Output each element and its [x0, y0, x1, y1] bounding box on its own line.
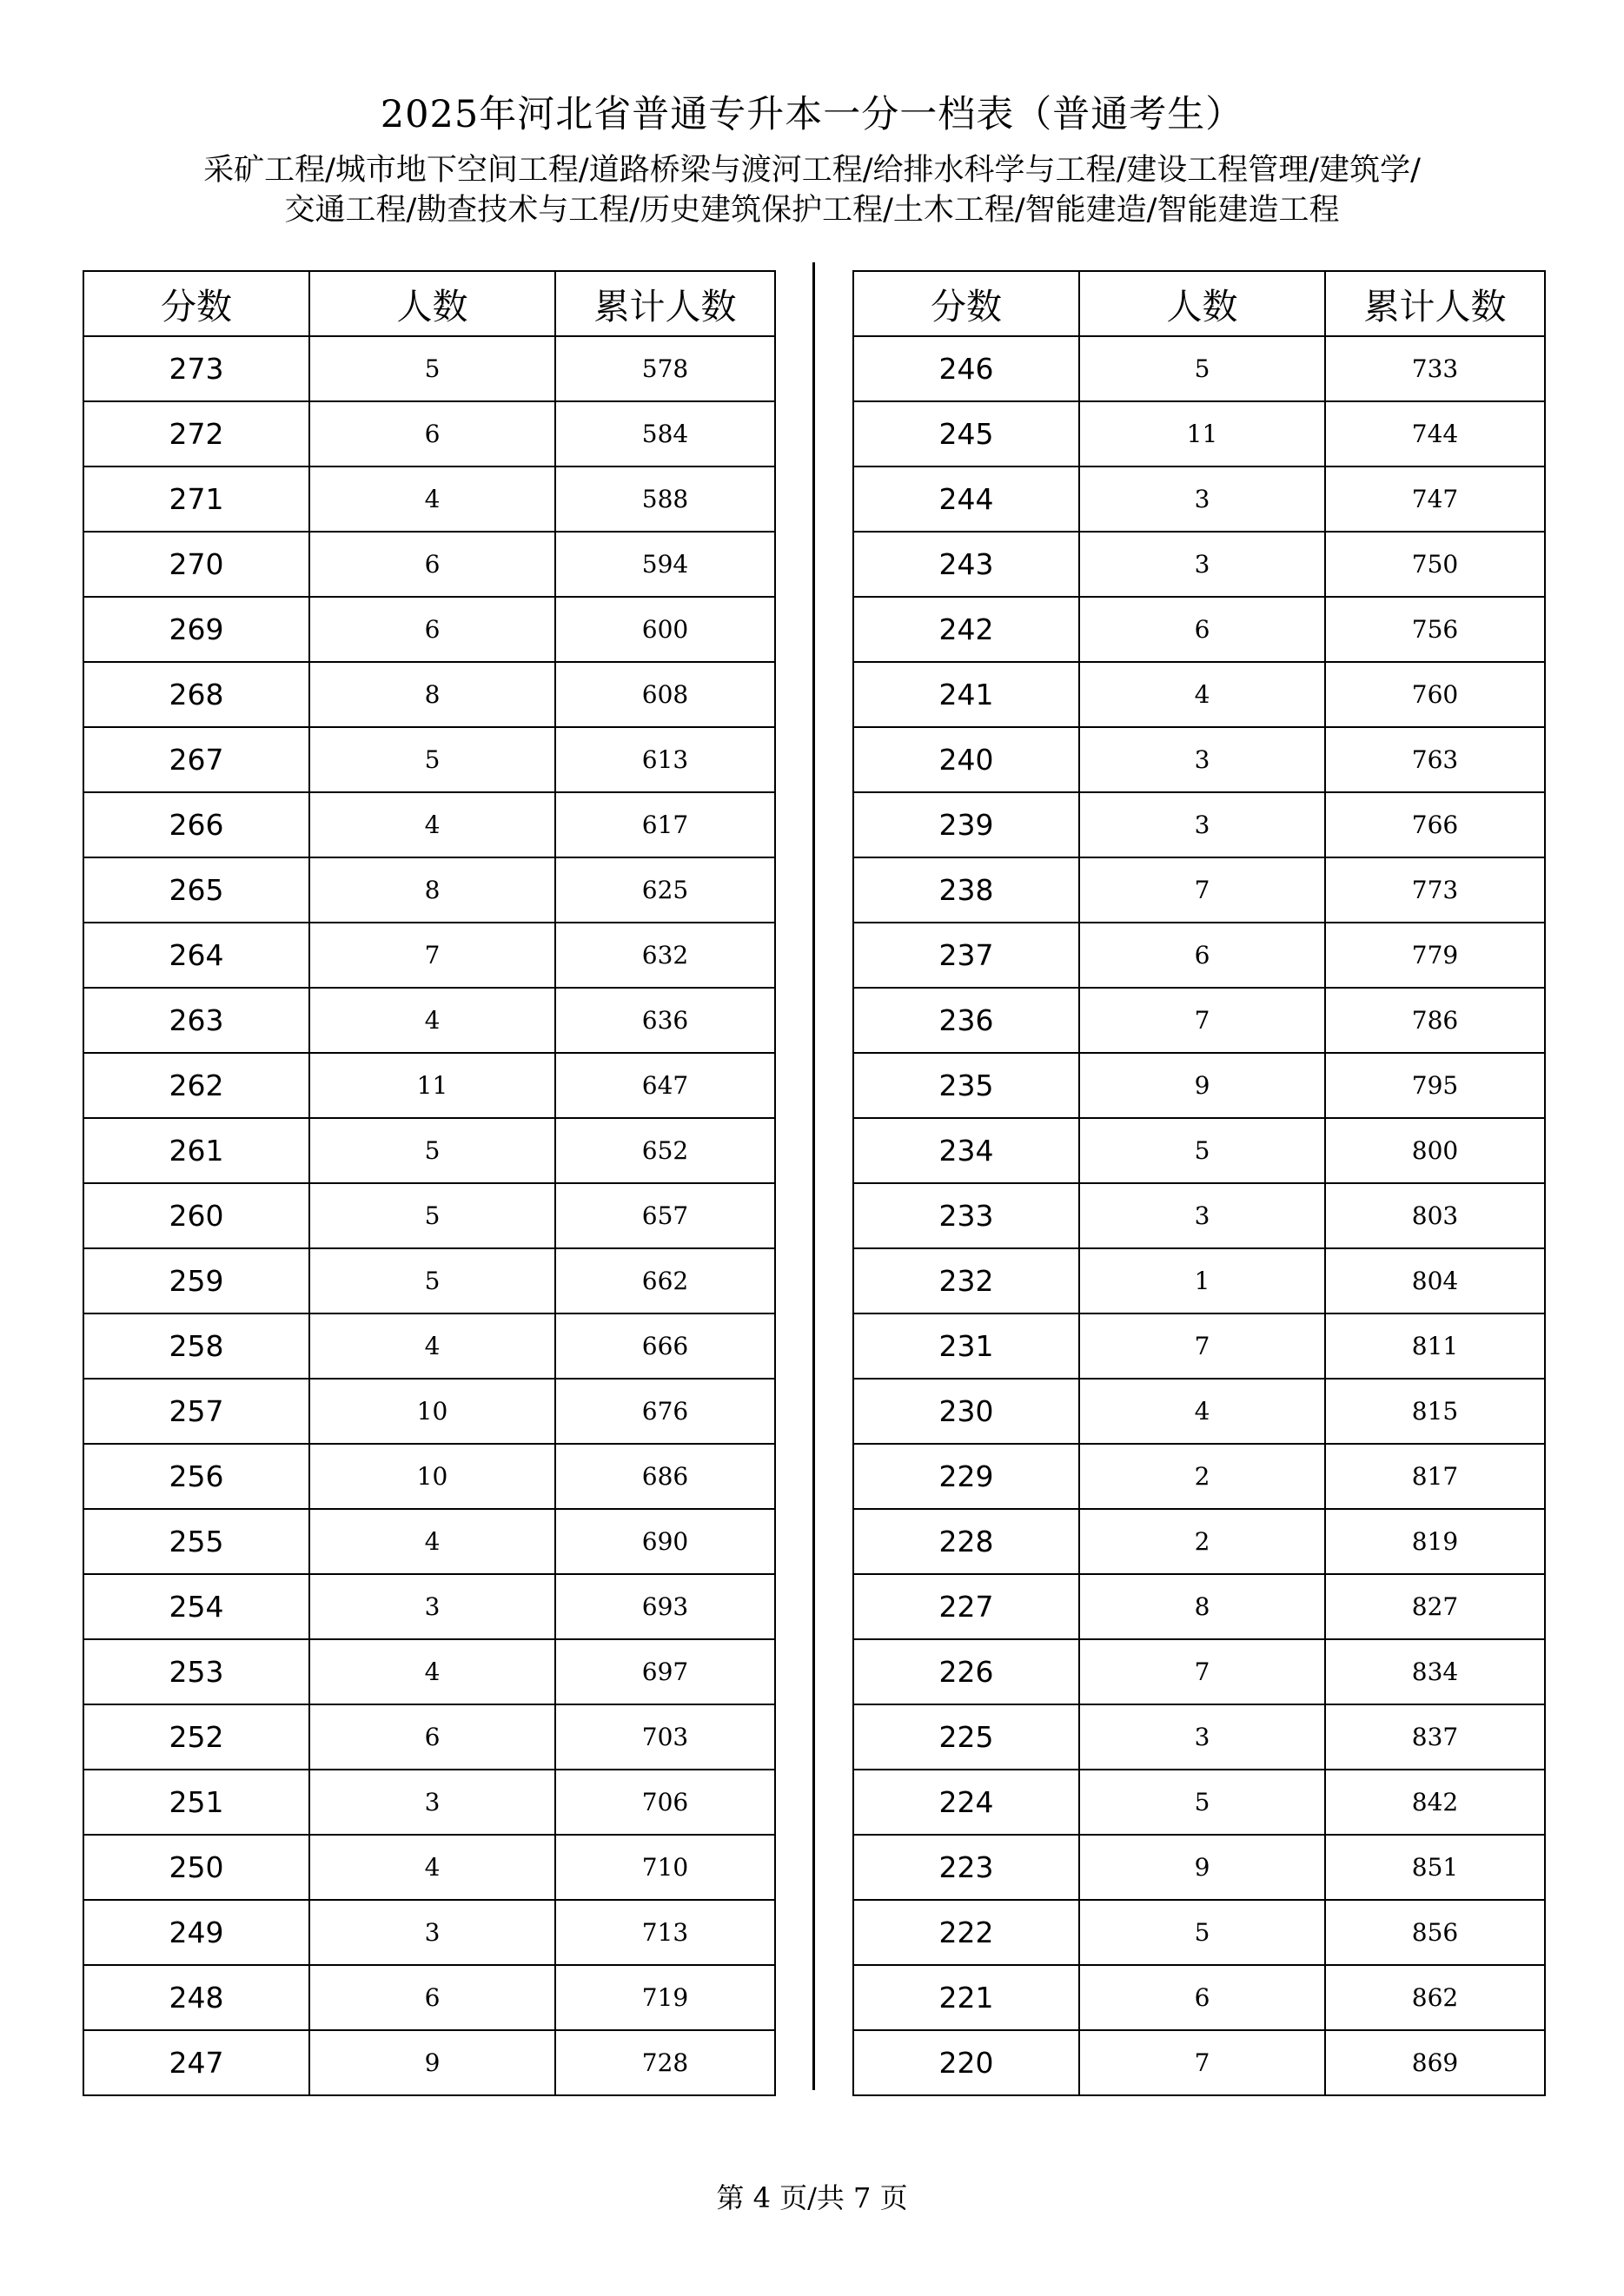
cum-cell: 837 [1325, 1704, 1545, 1770]
table-row [853, 336, 1545, 401]
count-cell: 3 [1079, 532, 1325, 597]
score-cell: 235 [853, 1053, 1079, 1118]
count-cell: 7 [1079, 2030, 1325, 2095]
table-row [853, 1118, 1545, 1183]
header-score: 分数 [853, 271, 1079, 336]
cum-cell: 666 [555, 1313, 775, 1379]
table-row [853, 2030, 1545, 2095]
table-row [83, 1574, 775, 1639]
table-row [853, 597, 1545, 662]
cum-cell: 760 [1325, 662, 1545, 727]
score-table-left [83, 270, 776, 2096]
cum-cell: 811 [1325, 1313, 1545, 1379]
table-row [83, 1118, 775, 1183]
count-cell: 3 [309, 1770, 555, 1835]
score-cell: 230 [853, 1379, 1079, 1444]
cum-cell: 613 [555, 727, 775, 792]
table-row [83, 727, 775, 792]
table-row [853, 727, 1545, 792]
table-row [83, 1704, 775, 1770]
score-cell: 247 [83, 2030, 309, 2095]
cum-cell: 773 [1325, 857, 1545, 923]
count-cell: 2 [1079, 1509, 1325, 1574]
score-cell: 226 [853, 1639, 1079, 1704]
cum-cell: 652 [555, 1118, 775, 1183]
score-cell: 234 [853, 1118, 1079, 1183]
cum-cell: 800 [1325, 1118, 1545, 1183]
score-cell: 260 [83, 1183, 309, 1248]
cum-cell: 862 [1325, 1965, 1545, 2030]
count-cell: 3 [309, 1900, 555, 1965]
count-cell: 7 [1079, 988, 1325, 1053]
count-cell: 4 [1079, 662, 1325, 727]
count-cell: 8 [309, 857, 555, 923]
cum-cell: 728 [555, 2030, 775, 2095]
cum-cell: 856 [1325, 1900, 1545, 1965]
cum-cell: 706 [555, 1770, 775, 1835]
score-cell: 239 [853, 792, 1079, 857]
count-cell: 6 [309, 1965, 555, 2030]
header-count: 人数 [1079, 271, 1325, 336]
count-cell: 3 [1079, 1183, 1325, 1248]
cum-cell: 851 [1325, 1835, 1545, 1900]
score-cell: 229 [853, 1444, 1079, 1509]
cum-cell: 657 [555, 1183, 775, 1248]
table-row [83, 2030, 775, 2095]
score-cell: 244 [853, 466, 1079, 532]
score-cell: 220 [853, 2030, 1079, 2095]
cum-cell: 594 [555, 532, 775, 597]
table-row [853, 662, 1545, 727]
score-cell: 255 [83, 1509, 309, 1574]
cum-cell: 733 [1325, 336, 1545, 401]
score-cell: 245 [853, 401, 1079, 466]
table-row [853, 1574, 1545, 1639]
score-cell: 265 [83, 857, 309, 923]
cum-cell: 756 [1325, 597, 1545, 662]
cum-cell: 779 [1325, 923, 1545, 988]
table-header-row [83, 271, 775, 336]
count-cell: 5 [309, 727, 555, 792]
count-cell: 4 [309, 1639, 555, 1704]
count-cell: 5 [309, 1248, 555, 1313]
table-row [853, 466, 1545, 532]
header-score: 分数 [83, 271, 309, 336]
score-cell: 237 [853, 923, 1079, 988]
table-row [83, 466, 775, 532]
table-row [853, 1639, 1545, 1704]
cum-cell: 600 [555, 597, 775, 662]
count-cell: 5 [1079, 1118, 1325, 1183]
score-cell: 253 [83, 1639, 309, 1704]
cum-cell: 834 [1325, 1639, 1545, 1704]
table-row [853, 988, 1545, 1053]
count-cell: 4 [309, 1835, 555, 1900]
table-row [853, 1835, 1545, 1900]
count-cell: 9 [309, 2030, 555, 2095]
cum-cell: 632 [555, 923, 775, 988]
table-row [853, 1248, 1545, 1313]
count-cell: 9 [1079, 1835, 1325, 1900]
table-row [853, 1704, 1545, 1770]
score-cell: 268 [83, 662, 309, 727]
table-row [83, 662, 775, 727]
score-cell: 224 [853, 1770, 1079, 1835]
cum-cell: 747 [1325, 466, 1545, 532]
score-cell: 243 [853, 532, 1079, 597]
score-cell: 246 [853, 336, 1079, 401]
score-cell: 269 [83, 597, 309, 662]
count-cell: 3 [1079, 1704, 1325, 1770]
count-cell: 6 [309, 1704, 555, 1770]
count-cell: 4 [1079, 1379, 1325, 1444]
table-row [853, 1183, 1545, 1248]
score-cell: 264 [83, 923, 309, 988]
count-cell: 11 [309, 1053, 555, 1118]
table-row [853, 1379, 1545, 1444]
table-row [83, 532, 775, 597]
cum-cell: 647 [555, 1053, 775, 1118]
count-cell: 7 [309, 923, 555, 988]
count-cell: 5 [1079, 1900, 1325, 1965]
score-cell: 273 [83, 336, 309, 401]
table-row [83, 1835, 775, 1900]
table-row [83, 1183, 775, 1248]
cum-cell: 815 [1325, 1379, 1545, 1444]
cum-cell: 662 [555, 1248, 775, 1313]
table-row [83, 1770, 775, 1835]
table-row [853, 401, 1545, 466]
count-cell: 4 [309, 988, 555, 1053]
table-row [83, 857, 775, 923]
cum-cell: 690 [555, 1509, 775, 1574]
table-row [83, 1965, 775, 2030]
table-row [853, 857, 1545, 923]
score-cell: 248 [83, 1965, 309, 2030]
count-cell: 5 [1079, 336, 1325, 401]
cum-cell: 804 [1325, 1248, 1545, 1313]
cum-cell: 869 [1325, 2030, 1545, 2095]
count-cell: 6 [1079, 923, 1325, 988]
table-row [83, 1444, 775, 1509]
cum-cell: 750 [1325, 532, 1545, 597]
cum-cell: 786 [1325, 988, 1545, 1053]
cum-cell: 842 [1325, 1770, 1545, 1835]
score-cell: 223 [853, 1835, 1079, 1900]
count-cell: 1 [1079, 1248, 1325, 1313]
cum-cell: 819 [1325, 1509, 1545, 1574]
score-cell: 233 [853, 1183, 1079, 1248]
score-cell: 263 [83, 988, 309, 1053]
cum-cell: 719 [555, 1965, 775, 2030]
cum-cell: 617 [555, 792, 775, 857]
score-cell: 262 [83, 1053, 309, 1118]
score-table-right [852, 270, 1546, 2096]
score-cell: 251 [83, 1770, 309, 1835]
score-cell: 252 [83, 1704, 309, 1770]
score-cell: 238 [853, 857, 1079, 923]
major-list-line-2: 交通工程/勘查技术与工程/历史建筑保护工程/土木工程/智能建造/智能建造工程 [284, 193, 1340, 228]
table-row [853, 1053, 1545, 1118]
score-cell: 240 [853, 727, 1079, 792]
table-row [853, 792, 1545, 857]
score-cell: 258 [83, 1313, 309, 1379]
count-cell: 10 [309, 1444, 555, 1509]
count-cell: 10 [309, 1379, 555, 1444]
count-cell: 5 [1079, 1770, 1325, 1835]
score-cell: 221 [853, 1965, 1079, 2030]
cum-cell: 697 [555, 1639, 775, 1704]
count-cell: 6 [309, 532, 555, 597]
count-cell: 5 [309, 1183, 555, 1248]
count-cell: 6 [309, 597, 555, 662]
cum-cell: 827 [1325, 1574, 1545, 1639]
score-cell: 261 [83, 1118, 309, 1183]
count-cell: 7 [1079, 857, 1325, 923]
count-cell: 6 [309, 401, 555, 466]
table-row [853, 923, 1545, 988]
table-row [853, 1313, 1545, 1379]
score-cell: 266 [83, 792, 309, 857]
table-row [83, 1313, 775, 1379]
table-row [83, 923, 775, 988]
score-cell: 249 [83, 1900, 309, 1965]
table-row [83, 1639, 775, 1704]
cum-cell: 763 [1325, 727, 1545, 792]
cum-cell: 795 [1325, 1053, 1545, 1118]
table-header-row [853, 271, 1545, 336]
table-row [83, 1053, 775, 1118]
score-cell: 222 [853, 1900, 1079, 1965]
cum-cell: 588 [555, 466, 775, 532]
table-row [83, 792, 775, 857]
count-cell: 6 [1079, 597, 1325, 662]
count-cell: 8 [309, 662, 555, 727]
cum-cell: 817 [1325, 1444, 1545, 1509]
count-cell: 4 [309, 466, 555, 532]
score-cell: 241 [853, 662, 1079, 727]
cum-cell: 713 [555, 1900, 775, 1965]
score-cell: 259 [83, 1248, 309, 1313]
table-row [853, 1965, 1545, 2030]
header-count: 人数 [309, 271, 555, 336]
score-cell: 256 [83, 1444, 309, 1509]
count-cell: 3 [1079, 466, 1325, 532]
table-row [853, 1444, 1545, 1509]
table-row [83, 1509, 775, 1574]
page-footer: 第 4 页/共 7 页 [716, 2181, 908, 2214]
cum-cell: 766 [1325, 792, 1545, 857]
cum-cell: 744 [1325, 401, 1545, 466]
count-cell: 3 [1079, 792, 1325, 857]
cum-cell: 703 [555, 1704, 775, 1770]
header-cumulative: 累计人数 [1325, 271, 1545, 336]
count-cell: 4 [309, 1313, 555, 1379]
cum-cell: 636 [555, 988, 775, 1053]
table-row [83, 1379, 775, 1444]
score-cell: 236 [853, 988, 1079, 1053]
count-cell: 5 [309, 336, 555, 401]
count-cell: 3 [309, 1574, 555, 1639]
cum-cell: 578 [555, 336, 775, 401]
count-cell: 4 [309, 792, 555, 857]
score-cell: 232 [853, 1248, 1079, 1313]
table-row [83, 401, 775, 466]
cum-cell: 693 [555, 1574, 775, 1639]
score-cell: 242 [853, 597, 1079, 662]
score-cell: 227 [853, 1574, 1079, 1639]
score-cell: 250 [83, 1835, 309, 1900]
table-row [83, 336, 775, 401]
page-title: 2025年河北省普通专升本一分一档表（普通考生） [380, 93, 1244, 136]
cum-cell: 803 [1325, 1183, 1545, 1248]
table-row [83, 988, 775, 1053]
count-cell: 6 [1079, 1965, 1325, 2030]
score-cell: 254 [83, 1574, 309, 1639]
count-cell: 11 [1079, 401, 1325, 466]
score-cell: 231 [853, 1313, 1079, 1379]
table-row [853, 1509, 1545, 1574]
score-cell: 271 [83, 466, 309, 532]
count-cell: 5 [309, 1118, 555, 1183]
cum-cell: 676 [555, 1379, 775, 1444]
cum-cell: 710 [555, 1835, 775, 1900]
table-row [83, 1248, 775, 1313]
count-cell: 7 [1079, 1639, 1325, 1704]
score-cell: 225 [853, 1704, 1079, 1770]
header-cumulative: 累计人数 [555, 271, 775, 336]
column-divider [812, 262, 815, 2090]
count-cell: 4 [309, 1509, 555, 1574]
score-cell: 270 [83, 532, 309, 597]
major-list-line-1: 采矿工程/城市地下空间工程/道路桥梁与渡河工程/给排水科学与工程/建设工程管理/建筑学/ [203, 153, 1421, 188]
count-cell: 8 [1079, 1574, 1325, 1639]
score-cell: 272 [83, 401, 309, 466]
score-cell: 228 [853, 1509, 1079, 1574]
cum-cell: 608 [555, 662, 775, 727]
score-cell: 257 [83, 1379, 309, 1444]
count-cell: 2 [1079, 1444, 1325, 1509]
table-row [83, 597, 775, 662]
count-cell: 7 [1079, 1313, 1325, 1379]
cum-cell: 584 [555, 401, 775, 466]
table-row [853, 1900, 1545, 1965]
table-row [853, 1770, 1545, 1835]
cum-cell: 686 [555, 1444, 775, 1509]
score-cell: 267 [83, 727, 309, 792]
count-cell: 3 [1079, 727, 1325, 792]
table-row [83, 1900, 775, 1965]
cum-cell: 625 [555, 857, 775, 923]
table-row [853, 532, 1545, 597]
count-cell: 9 [1079, 1053, 1325, 1118]
